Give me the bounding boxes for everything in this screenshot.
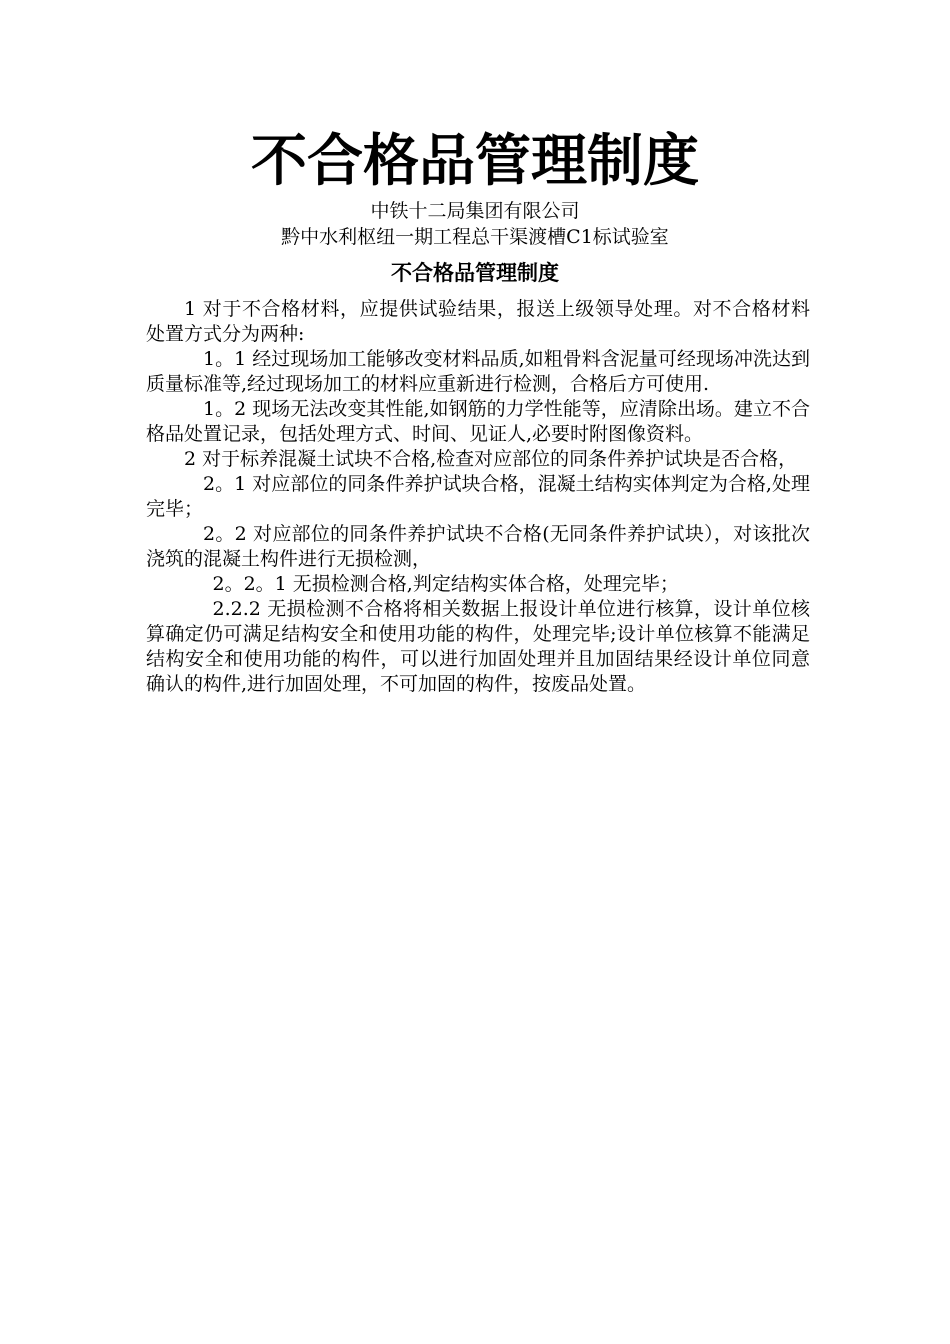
document-body: [146, 297, 810, 697]
paragraph-2-2-2: 2.2.2 无损检测不合格将相关数据上报设计单位进行核算，设计单位核算确定仍可满足结构安全和使用功能的构件，处理完毕;设计单位核算不能满足结构安全和使用功能的构件，可以进行加固处理并且加固结果经设计单位同意确认的构件,进行加固处理，不可加固的构件，按废品处置。: [146, 598, 810, 695]
organization-name: 中铁十二局集团有限公司: [370, 200, 580, 222]
paragraph-1-2: 1。2 现场无法改变其性能,如钢筋的力学性能等，应清除出场。建立不合格品处置记录，包括处理方式、时间、见证人,必要时附图像资料。: [146, 398, 810, 445]
paragraph-2-2-1: 2。2。1 无损检测合格,判定结构实体合格，处理完毕；: [212, 573, 679, 595]
document-title: 不合格品管理制度: [251, 129, 699, 194]
section-title: 不合格品管理制度: [391, 261, 559, 285]
paragraph-1-1: 1。1 经过现场加工能够改变材料品质,如粗骨料含泥量可经现场冲洗达到质量标准等,经过现场加工的材料应重新进行检测，合格后方可使用.: [146, 348, 810, 395]
paragraph-2-1: 2。1 对应部位的同条件养护试块合格，混凝土结构实体判定为合格,处理完毕；: [146, 473, 810, 520]
project-name: 黔中水利枢纽一期工程总干渠渡槽C1标试验室: [281, 226, 669, 248]
paragraph-2-2: 2。2 对应部位的同条件养护试块不合格(无同条件养护试块），对该批次浇筑的混凝土构件进行无损检测，: [146, 523, 810, 570]
paragraph-1: 1 对于不合格材料，应提供试验结果，报送上级领导处理。对不合格材料处置方式分为两种:: [146, 298, 810, 345]
paragraph-2: 2 对于标养混凝土试块不合格,检查对应部位的同条件养护试块是否合格，: [184, 448, 798, 470]
